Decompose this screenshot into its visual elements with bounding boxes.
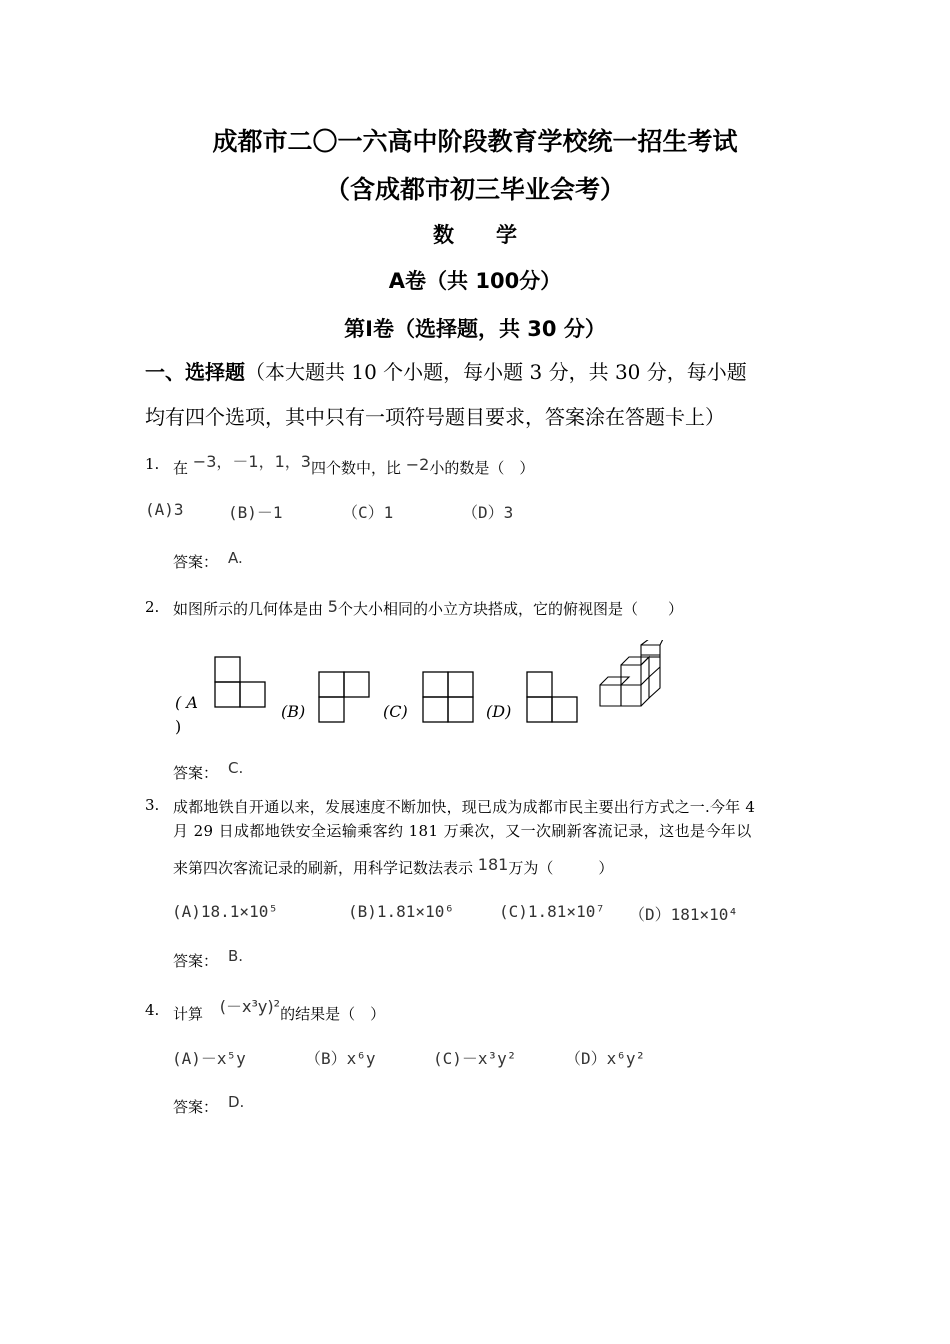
question-1-mid: 四个数中，比 (310, 459, 401, 477)
question-4-pre: 计算 (173, 1005, 204, 1023)
question-2-option-b-figure (317, 670, 373, 724)
question-2-answer: C. (228, 759, 244, 777)
question-2-label-c: (C) (383, 702, 408, 721)
question-1-math-compare: −2 (405, 455, 430, 474)
question-3-line1: 成都地铁自开通以来，发展速度不断加快，现已成为成都市民主要出行方式之一.今年 4 (173, 798, 756, 816)
section-intro-line1 (145, 356, 747, 385)
question-3-number: 3. (145, 796, 160, 814)
question-3-math-value: 181 (477, 855, 509, 874)
subject-heading: 数 学 (433, 223, 517, 247)
question-2-option-c-figure (421, 670, 477, 724)
question-4-answer-label: 答案： (173, 1098, 219, 1116)
question-1-post: 小的数是（ ） (429, 459, 535, 477)
question-1-option-b: (B)－1 (228, 503, 283, 522)
question-4-option-b: （B）x⁶y (305, 1049, 376, 1068)
question-2-answer-label: 答案： (173, 764, 219, 782)
question-3-option-b: (B)1.81×10⁶ (348, 902, 454, 921)
question-3-answer: B. (228, 947, 244, 965)
question-4-option-a: (A)－x⁵y (172, 1049, 246, 1068)
question-3-option-a: (A)18.1×10⁵ (172, 902, 278, 921)
question-1-option-a: (A)3 (145, 500, 184, 519)
question-2-label-a: ( A (175, 693, 198, 712)
question-4-option-d: （D）x⁶y² (565, 1049, 646, 1068)
question-2-number: 2. (145, 598, 160, 616)
question-1-text (173, 452, 535, 478)
part-heading: 第Ⅰ卷（选择题，共 30 分） (344, 317, 606, 341)
question-2-label-a-close: ) (175, 717, 182, 736)
question-3-line2: 月 29 日成都地铁安全运输乘客约 181 万乘次，又一次刷新客流记录，这也是今年以 (173, 822, 752, 840)
question-2-pre: 如图所示的几何体是由 (173, 600, 324, 618)
question-2-option-a-figure (213, 655, 269, 709)
question-3-line3-post: 万为（ ） (508, 859, 614, 877)
section-desc-line2: 均有四个选项，其中只有一项符号题目要求，答案涂在答题卡上） (145, 405, 725, 429)
question-2-solid-figure (597, 640, 665, 712)
paper-heading: A卷（共 100分） (388, 269, 562, 293)
question-2-label-b: (B) (281, 702, 306, 721)
question-3-line3 (173, 857, 613, 878)
section-desc-line1: （本大题共 10 个小题，每小题 3 分，共 30 分，每小题 (245, 360, 747, 384)
question-3-option-d: （D）181×10⁴ (629, 905, 739, 924)
question-4-option-c: (C)－x³y² (433, 1049, 517, 1068)
question-1-answer-label: 答案： (173, 553, 219, 571)
question-3-line3-pre: 来第四次客流记录的刷新，用科学记数法表示 (173, 859, 474, 877)
question-1-math-numbers: −3，－1，1，3 (192, 452, 311, 471)
question-3-answer-label: 答案： (173, 952, 219, 970)
section-heading: 一、选择题 (145, 360, 245, 384)
question-2-text (173, 598, 683, 619)
exam-subtitle: （含成都市初三毕业会考） (324, 175, 625, 204)
question-1-option-d: （D）3 (462, 503, 514, 522)
question-4-number: 4. (145, 1001, 160, 1019)
question-1-answer: A. (228, 549, 243, 567)
question-2-math-count: 5 (327, 597, 338, 616)
question-3-option-c: (C)1.81×10⁷ (499, 902, 605, 921)
question-2-post: 个大小相同的小立方块搭成，它的俯视图是（ ） (337, 600, 683, 618)
question-1-number: 1. (145, 455, 160, 473)
question-1-option-c: （C）1 (342, 503, 394, 522)
question-2-option-d-figure (525, 670, 581, 724)
exam-title: 成都市二〇一六高中阶段教育学校统一招生考试 (212, 127, 738, 156)
question-2-label-d: (D) (486, 702, 512, 721)
question-1-pre: 在 (173, 459, 189, 477)
question-4-text (173, 997, 386, 1024)
question-4-math-expr: (－x³y)² (219, 997, 281, 1016)
question-4-post: 的结果是（ ） (280, 1005, 386, 1023)
question-4-answer: D. (228, 1093, 245, 1111)
